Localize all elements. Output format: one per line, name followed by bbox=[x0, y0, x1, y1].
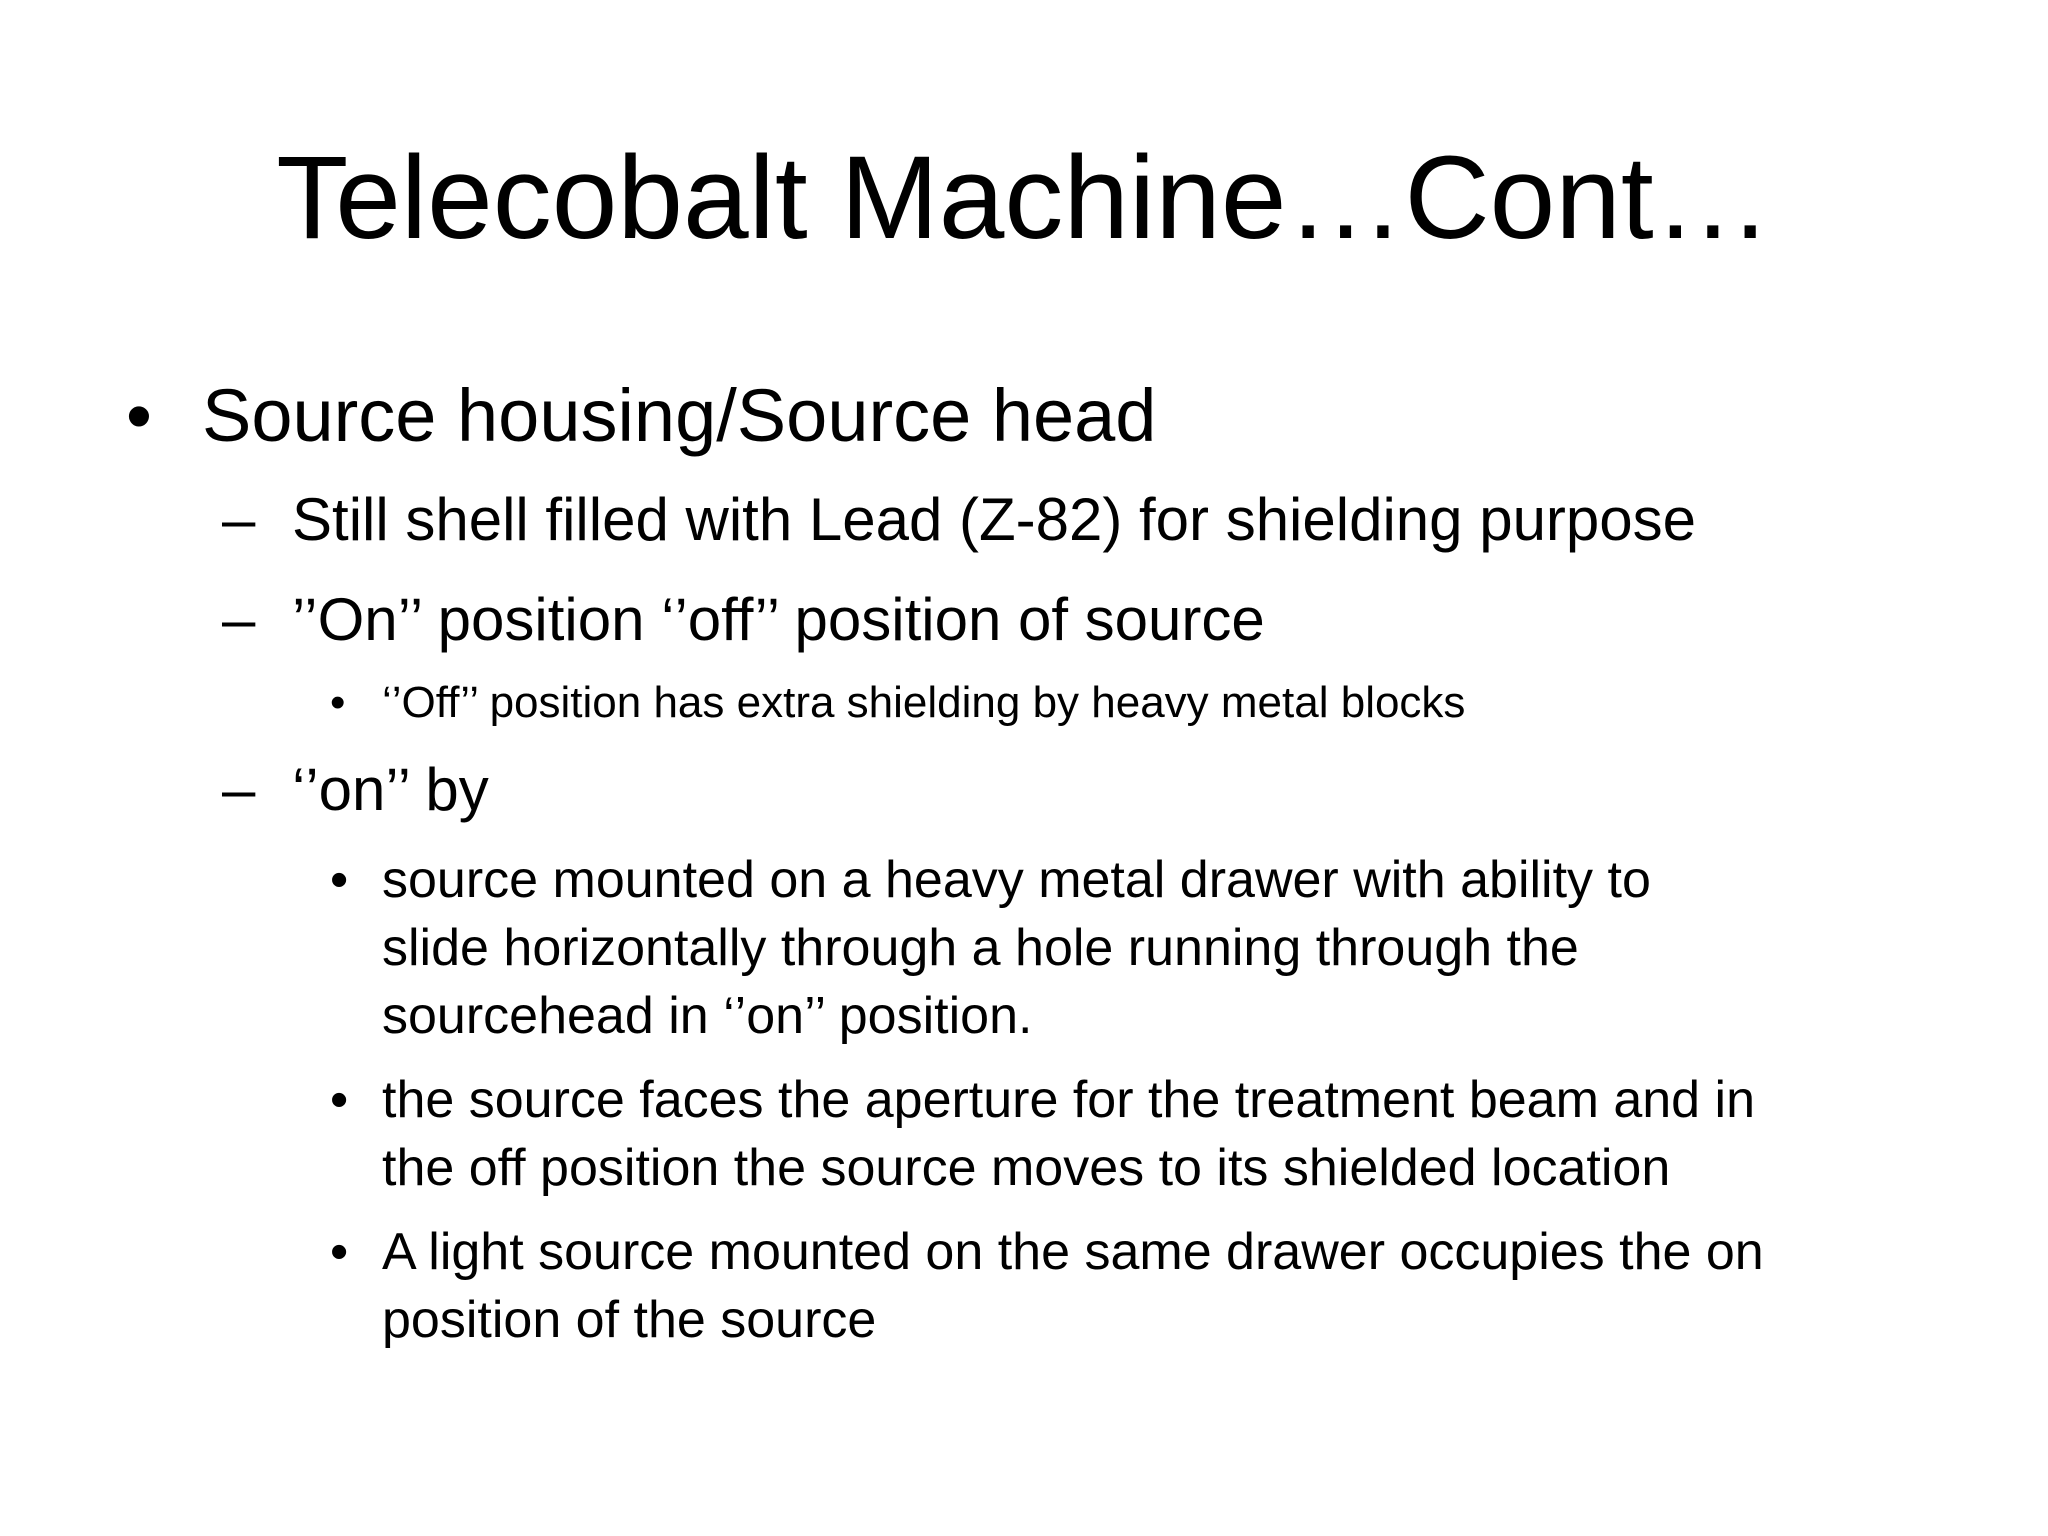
bullet-marker: • bbox=[330, 1223, 349, 1281]
dash-marker: – bbox=[222, 586, 256, 653]
bullet-level2: ’’On’’ position ‘’off’’ position of source bbox=[292, 586, 1265, 653]
bullet-level3-line: slide horizontally through a hole running through the bbox=[382, 919, 1579, 977]
bullet-level2: Still shell filled with Lead (Z-82) for shielding purpose bbox=[292, 486, 1697, 553]
bullet-level3-line: position of the source bbox=[382, 1291, 877, 1349]
bullet-marker: • bbox=[330, 678, 346, 727]
slide-title: Telecobalt Machine…Cont… bbox=[276, 132, 1772, 264]
dash-marker: – bbox=[222, 486, 256, 553]
bullet-marker: • bbox=[126, 374, 152, 457]
bullet-level3-line: source mounted on a heavy metal drawer with ability to bbox=[382, 851, 1651, 909]
bullet-level3-line: sourcehead in ‘’on’’ position. bbox=[382, 987, 1033, 1045]
bullet-level2: ‘’on’’ by bbox=[292, 756, 489, 823]
bullet-level1: Source housing/Source head bbox=[202, 374, 1157, 457]
bullet-level3-line: the source faces the aperture for the treatment beam and in bbox=[382, 1071, 1756, 1129]
bullet-level3: ‘’Off’’ position has extra shielding by heavy metal blocks bbox=[382, 678, 1466, 727]
bullet-marker: • bbox=[330, 851, 349, 909]
bullet-marker: • bbox=[330, 1071, 349, 1129]
dash-marker: – bbox=[222, 756, 256, 823]
bullet-level3-line: the off position the source moves to its shielded location bbox=[382, 1139, 1671, 1197]
bullet-level3-line: A light source mounted on the same drawer occupies the on bbox=[382, 1223, 1764, 1281]
